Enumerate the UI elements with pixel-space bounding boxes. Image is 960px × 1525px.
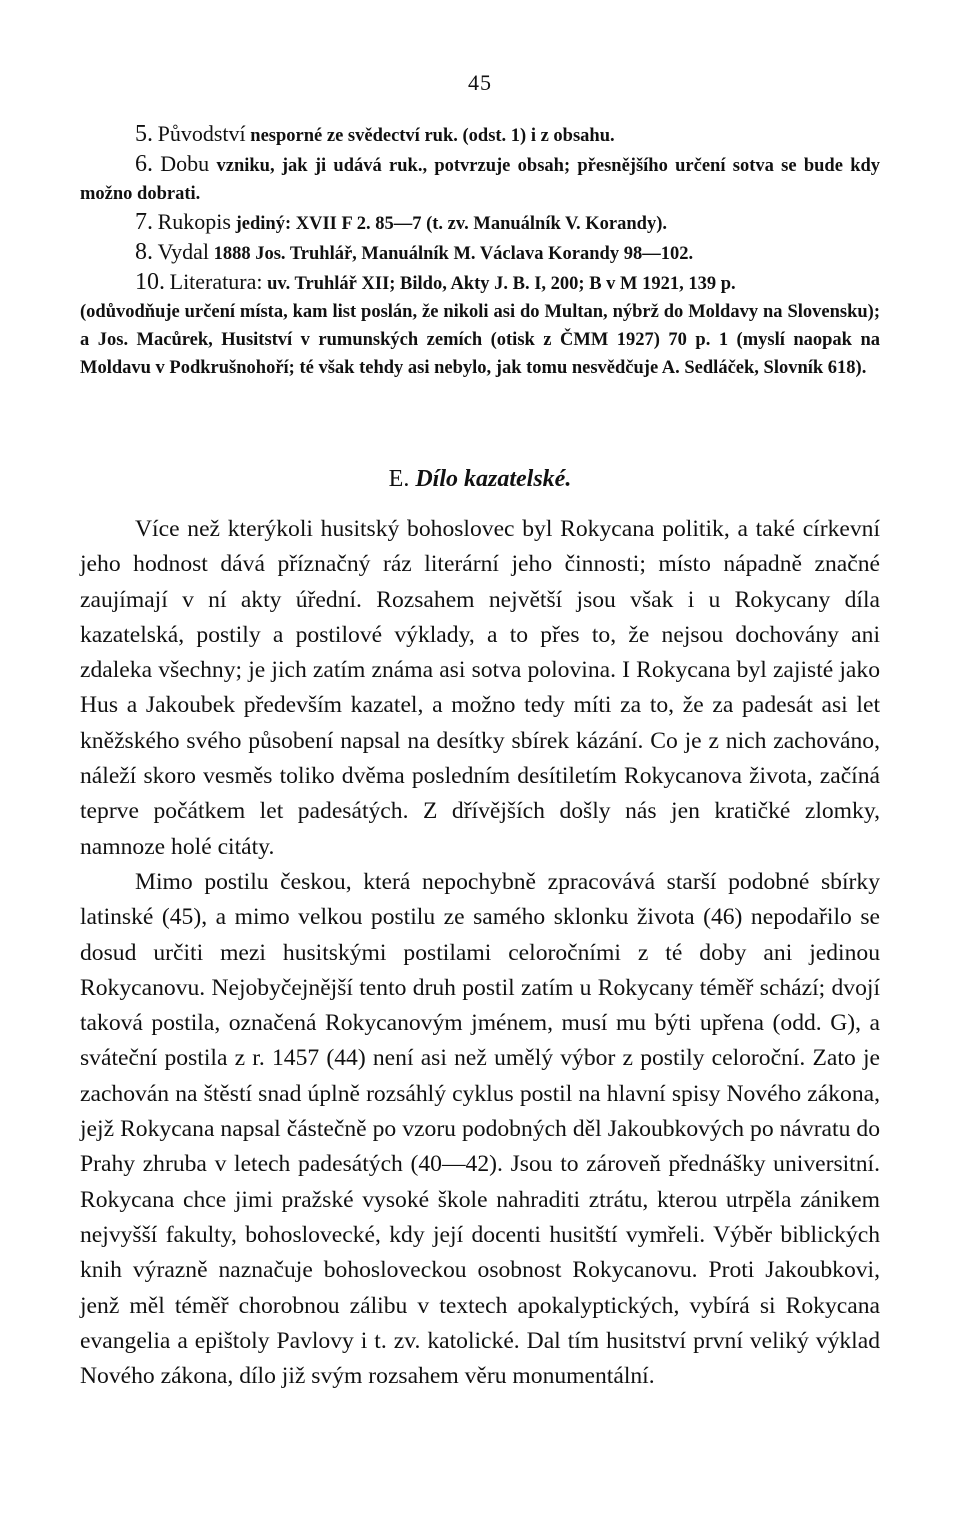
note-item <box>80 238 880 268</box>
note-lead: Vydal <box>157 239 209 264</box>
note-item <box>80 150 880 208</box>
note-number: 7. <box>135 209 153 235</box>
note-text: nesporné ze svědectví ruk. (odst. 1) i z obsahu. <box>250 126 615 146</box>
note-number: 6. <box>135 151 153 177</box>
section-letter: E. <box>388 466 410 492</box>
note-number: 5. <box>135 121 153 147</box>
note-text: uv. Truhlář XII; Bildo, Akty J. B. I, 200; B v M 1921, 139 p. <box>267 274 736 294</box>
section-heading <box>0 466 960 493</box>
note-text: jediný: XVII F 2. 85—7 (t. zv. Manuálník V. Korandy). <box>235 214 667 234</box>
notes-section <box>80 120 880 382</box>
note-item <box>80 120 880 150</box>
page-number: 45 <box>468 70 492 95</box>
note-text: 1888 Jos. Truhlář, Manuálník M. Václava Korandy 98—102. <box>213 244 694 264</box>
note-item <box>80 208 880 238</box>
paragraph: Mimo postilu českou, která nepochybně zpracovává starší podobné sbírky latinské (45), a mimo velkou postilu ze samého sklonku života (46) nepodařilo se dosud určiti mezi husitskými postilami celoročními z té doby ani jedinou Rokycanovu. Nejobyčejnější tento druh postil zatím u Rokycany téměř schází; dvojí taková postila, označená Rokycanovým jménem, musí mu býti upřena (odd. G), a sváteční postila z r. 1457 (44) není asi než umělý výbor z postily celoroční. Zato je zachován na štěstí snad úplně rozsáhlý cyklus postil na hlavní spisy Nového zákona, jejž Rokycana napsal částečně po vzoru podobných děl Jakoubkových po návratu do Prahy zhruba v letech padesátých (40—42). Jsou to zároveň přednášky universitní. Rokycana chce jimi pražské vysoké škole nahraditi ztrátu, kterou utrpěla zánikem nejvyšší fakulty, bohoslovecké, kdy její docenti husitští vymřeli. Výběr biblických knih výrazně naznačuje bohosloveckou osobnost Rokycanovu. Proti Jakoubkovi, jenž měl téměř chorobnou zálibu v textech apokalyptických, vybírá si Rokycana evangelia a epištoly Pavlovy i t. zv. katolické. Dal tím husitství první veliký výklad Nového zákona, dílo již svým rozsahem věru monumentální. <box>80 868 880 1390</box>
note-text: vzniku, jak ji udává ruk., potvrzuje obsah; přesnějšího určení sotva se bude kdy možno dobrati. <box>80 156 881 204</box>
note-item <box>80 268 880 298</box>
note-number: 8. <box>135 239 153 265</box>
paragraph: Více než kterýkoli husitský bohoslovec byl Rokycana politik, a také církevní jeho hodnost dává příznačný ráz literární jeho činnosti; místo nápadně značné zaujímají v ní akty úřední. Rozsahem největší jsou však i u Rokycany díla kazatelská, postily a postilové výklady, a to přes to, že nejsou dochovány ani zdaleka všechny; je jich zatím známa asi sotva polovina. I Rokycana byl zajisté jako Hus a Jakoubek především kazatel, a možno tedy míti za to, že za padesát asi let kněžského svého působení napsal na desítky sbírek kázání. Co je z nich zachováno, náleží skoro vesměs toliko dvěma posledním desítiletím Rokycanova života, začíná teprve počátkem let padesátých. Z dřívějších došly nás jen kratičké zlomky, namnoze holé citáty. <box>80 516 880 860</box>
note-lead: Literatura: <box>169 269 263 294</box>
body-text <box>80 512 880 1394</box>
note-lead: Rukopis <box>157 209 231 234</box>
note-continuation: (odůvodňuje určení místa, kam list poslán, že nikoli asi do Multan, nýbrž do Moldavy na Slovensku); a Jos. Macůrek, Husitství v rumunských zemích (otisk z ČMM 1927) 70 p. 1 (myslí naopak na Moldavu v Podkrušnohoří; té však tehdy asi nebylo, jak tomu nesvědčuje A. Sedláček, Slovník 618). <box>80 302 880 378</box>
note-number: 10. <box>135 269 165 295</box>
note-lead: Původství <box>157 121 246 146</box>
section-title: Dílo kazatelské. <box>415 466 572 492</box>
note-lead: Dobu <box>160 151 210 176</box>
